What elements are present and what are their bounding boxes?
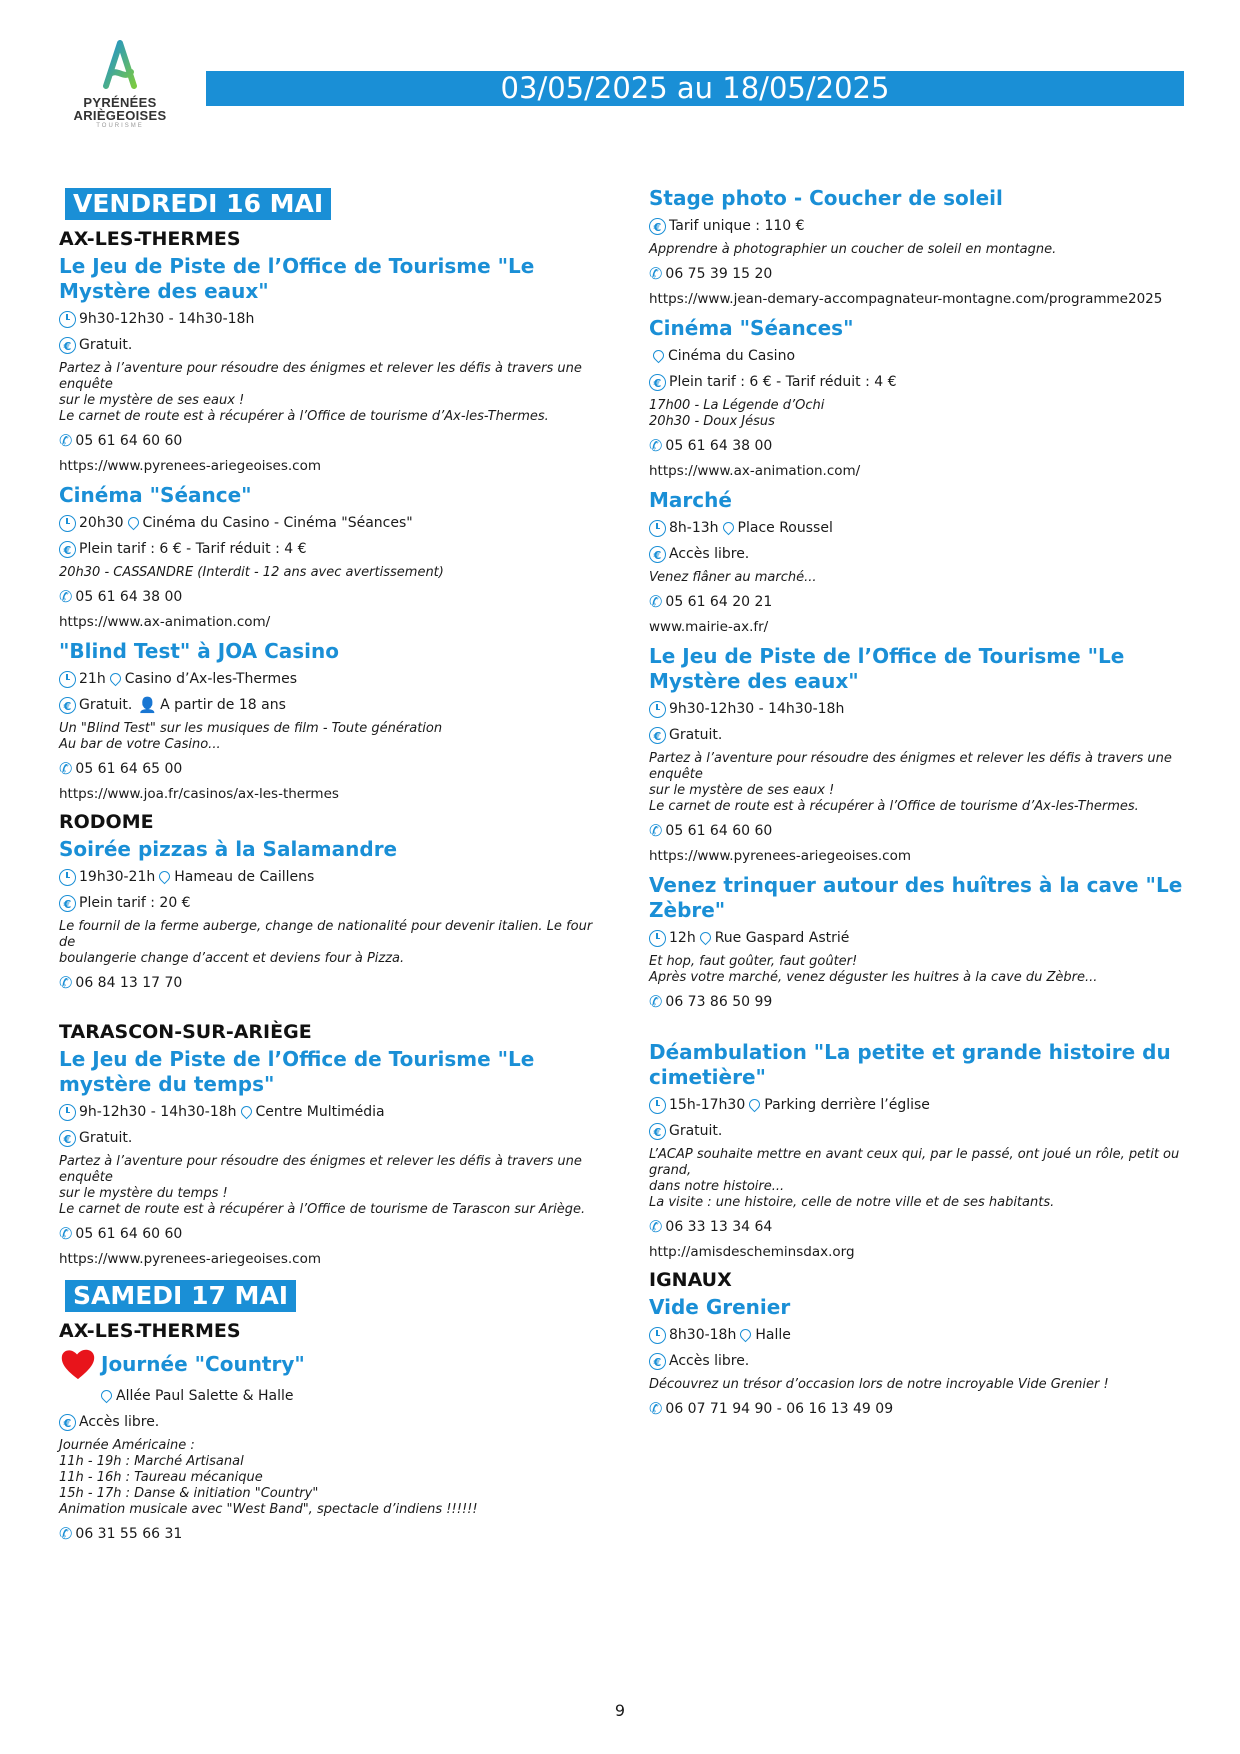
event-phone: 06 73 86 50 99	[665, 994, 773, 1010]
event-link[interactable]: https://www.joa.fr/casinos/ax-les-thermes	[59, 786, 339, 802]
town-heading: AX-LES-THERMES	[59, 228, 241, 250]
event	[649, 1040, 1189, 1261]
event-phone: 05 61 64 60 60	[75, 433, 183, 449]
event-title: Venez trinquer autour des huîtres à la cave "Le Zèbre"	[649, 873, 1183, 922]
phone-icon: ✆	[649, 264, 663, 283]
event-link[interactable]: https://www.ax-animation.com/	[649, 463, 861, 479]
event-time: 8h-13h	[669, 520, 719, 536]
event-link[interactable]: https://www.pyrenees-ariegeoises.com	[59, 1251, 322, 1267]
event	[649, 644, 1189, 865]
clock-icon	[59, 869, 76, 886]
event	[59, 254, 609, 475]
event-price: Gratuit.	[669, 1123, 723, 1139]
event-title: Le Jeu de Piste de l’Office de Tourisme "Le Mystère des eaux"	[649, 644, 1125, 693]
event-title: Cinéma "Séances"	[649, 316, 854, 340]
euro-icon: €	[649, 218, 666, 235]
event-description: Partez à l’aventure pour résoudre des énigmes et relever les défis à travers une enquête sur le mystère de ses eaux ! Le carnet de route est à récupérer à l’Office de tourisme d’Ax-les-Thermes.	[59, 361, 582, 424]
euro-icon: €	[59, 895, 76, 912]
event	[649, 873, 1189, 1012]
event	[649, 186, 1189, 308]
clock-icon	[59, 1104, 76, 1121]
event-description: Un "Blind Test" sur les musiques de film - Toute génération Au bar de votre Casino...	[59, 721, 443, 752]
town-heading: TARASCON-SUR-ARIÈGE	[59, 1021, 312, 1043]
euro-icon: €	[649, 727, 666, 744]
euro-icon: €	[59, 1130, 76, 1147]
event	[59, 483, 609, 631]
event	[649, 1295, 1189, 1419]
town-heading: IGNAUX	[649, 1269, 732, 1291]
event-time: 21h	[79, 671, 106, 687]
event-price: Gratuit.	[79, 1130, 133, 1146]
event-description: Partez à l’aventure pour résoudre des énigmes et relever les défis à travers une enquête sur le mystère de ses eaux ! Le carnet de route est à récupérer à l’Office de tourisme d’Ax-les-Thermes.	[649, 751, 1172, 814]
event-price: Plein tarif : 6 € - Tarif réduit : 4 €	[79, 541, 307, 557]
event-link[interactable]: https://www.pyrenees-ariegeoises.com	[59, 458, 322, 474]
location-pin-icon	[738, 1326, 754, 1342]
event-link[interactable]: https://www.pyrenees-ariegeoises.com	[649, 848, 912, 864]
clock-icon	[649, 1097, 666, 1114]
phone-icon: ✆	[59, 1524, 73, 1543]
clock-icon	[649, 520, 666, 537]
event-place: Centre Multimédia	[255, 1104, 385, 1120]
event-place: Hameau de Caillens	[174, 869, 315, 885]
event-price: Accès libre.	[669, 1353, 750, 1369]
logo	[70, 40, 170, 129]
event	[59, 1346, 609, 1544]
event-time: 12h	[669, 930, 696, 946]
event-title: Déambulation "La petite et grande histoire du cimetière"	[649, 1040, 1171, 1089]
logo-line1: PYRÉNÉES	[83, 95, 157, 110]
event-time: 15h-17h30	[669, 1097, 746, 1113]
event	[59, 639, 609, 803]
event-time: 9h30-12h30 - 14h30-18h	[669, 701, 845, 717]
day-heading: SAMEDI 17 MAI	[65, 1280, 296, 1312]
location-pin-icon	[651, 347, 667, 363]
event-description: Journée Américaine : 11h - 19h : Marché Artisanal 11h - 16h : Taureau mécanique 15h - 17h : Danse & initiation "Country" Animation musicale avec "West Band", spectacle d’indiens !!!!!!	[59, 1438, 478, 1517]
event-description: Et hop, faut goûter, faut goûter! Après votre marché, venez déguster les huitres à la cave du Zèbre...	[649, 954, 1098, 985]
event-price: Gratuit.	[79, 697, 133, 713]
clock-icon	[59, 515, 76, 532]
heart-icon	[59, 1346, 97, 1382]
event	[649, 488, 1189, 636]
euro-icon: €	[59, 1414, 76, 1431]
location-pin-icon	[747, 1096, 763, 1112]
clock-icon	[649, 930, 666, 947]
euro-icon: €	[649, 374, 666, 391]
event-description: 17h00 - La Légende d’Ochi 20h30 - Doux Jésus	[649, 398, 825, 429]
event-description: Apprendre à photographier un coucher de soleil en montagne.	[649, 242, 1057, 257]
event-place: Cinéma du Casino	[668, 348, 796, 364]
event-link[interactable]: www.mairie-ax.fr/	[649, 619, 769, 635]
event-price: Tarif unique : 110 €	[669, 218, 805, 234]
event	[649, 316, 1189, 480]
euro-icon: €	[649, 546, 666, 563]
event-phone: 05 61 64 38 00	[665, 438, 773, 454]
location-pin-icon	[157, 868, 173, 884]
phone-icon: ✆	[649, 1217, 663, 1236]
phone-icon: ✆	[649, 992, 663, 1011]
clock-icon	[59, 311, 76, 328]
person-icon: 👤	[138, 696, 158, 714]
event-place: Casino d’Ax-les-Thermes	[124, 671, 298, 687]
event-phone: 06 07 71 94 90 - 06 16 13 49 09	[665, 1401, 894, 1417]
event-title: "Blind Test" à JOA Casino	[59, 639, 340, 663]
event-place: Place Roussel	[737, 520, 833, 536]
event-title: Stage photo - Coucher de soleil	[649, 186, 1003, 210]
event-link[interactable]: https://www.ax-animation.com/	[59, 614, 271, 630]
location-pin-icon	[720, 519, 736, 535]
euro-icon: €	[649, 1123, 666, 1140]
phone-icon: ✆	[59, 759, 73, 778]
phone-icon: ✆	[649, 1399, 663, 1418]
logo-line3: TOURISME	[96, 123, 144, 129]
event	[59, 1047, 609, 1268]
event-phone: 05 61 64 38 00	[75, 589, 183, 605]
phone-icon: ✆	[59, 1224, 73, 1243]
event-place: Rue Gaspard Astrié	[714, 930, 850, 946]
event-place: Parking derrière l’église	[764, 1097, 930, 1113]
location-pin-icon	[125, 514, 141, 530]
clock-icon	[649, 1327, 666, 1344]
euro-icon: €	[59, 697, 76, 714]
event-price: Gratuit.	[79, 337, 133, 353]
event-description: Partez à l’aventure pour résoudre des énigmes et relever les défis à travers une enquête sur le mystère du temps ! Le carnet de route est à récupérer à l’Office de tourisme de Tarascon sur Ariège.	[59, 1154, 586, 1217]
location-pin-icon	[107, 670, 123, 686]
phone-icon: ✆	[59, 587, 73, 606]
event-description: L’ACAP souhaite mettre en avant ceux qui, par le passé, ont joué un rôle, petit ou grand, dans notre histoire... La visite : une histoire, celle de notre ville et de ses habitants.	[649, 1147, 1180, 1210]
phone-icon: ✆	[649, 821, 663, 840]
event-time: 9h30-12h30 - 14h30-18h	[79, 311, 255, 327]
event-title: Soirée pizzas à la Salamandre	[59, 837, 398, 861]
event-description: 20h30 - CASSANDRE (Interdit - 12 ans avec avertissement)	[59, 565, 444, 580]
euro-icon: €	[59, 541, 76, 558]
phone-icon: ✆	[59, 431, 73, 450]
euro-icon: €	[649, 1353, 666, 1370]
event-description: Venez flâner au marché...	[649, 570, 817, 585]
event-title: Le Jeu de Piste de l’Office de Tourisme "Le mystère du temps"	[59, 1047, 535, 1096]
phone-icon: ✆	[649, 592, 663, 611]
event-phone: 06 75 39 15 20	[665, 266, 773, 282]
clock-icon	[59, 671, 76, 688]
event-place: Allée Paul Salette & Halle	[116, 1388, 294, 1404]
event-phone: 06 33 13 34 64	[665, 1219, 773, 1235]
phone-icon: ✆	[649, 436, 663, 455]
event-title: Le Jeu de Piste de l’Office de Tourisme "Le Mystère des eaux"	[59, 254, 535, 303]
event-phone: 06 31 55 66 31	[75, 1526, 183, 1542]
event-link[interactable]: http://amisdescheminsdax.org	[649, 1244, 855, 1260]
euro-icon: €	[59, 337, 76, 354]
event-price: Accès libre.	[669, 546, 750, 562]
logo-mark-icon	[98, 40, 142, 92]
event-price: Gratuit.	[669, 727, 723, 743]
event-title: Marché	[649, 488, 732, 512]
event-place: Cinéma du Casino - Cinéma "Séances"	[142, 515, 413, 531]
event-title: Cinéma "Séance"	[59, 483, 252, 507]
event-time: 8h30-18h	[669, 1327, 737, 1343]
event	[59, 837, 609, 993]
location-pin-icon	[697, 929, 713, 945]
right-column	[649, 184, 1189, 1425]
event-title: Vide Grenier	[649, 1295, 791, 1319]
event-price: Plein tarif : 6 € - Tarif réduit : 4 €	[669, 374, 897, 390]
event-time: 19h30-21h	[79, 869, 156, 885]
event-price: Accès libre.	[79, 1414, 160, 1430]
event-description: Découvrez un trésor d’occasion lors de notre incroyable Vide Grenier !	[649, 1377, 1109, 1392]
date-banner: 03/05/2025 au 18/05/2025	[206, 71, 1184, 106]
page-number: 9	[614, 1701, 626, 1720]
phone-icon: ✆	[59, 973, 73, 992]
event-place: Halle	[755, 1327, 791, 1343]
event-time: 20h30	[79, 515, 124, 531]
event-link[interactable]: https://www.jean-demary-accompagnateur-montagne.com/programme2025	[649, 291, 1163, 307]
event-phone: 05 61 64 60 60	[75, 1226, 183, 1242]
event-age: A partir de 18 ans	[160, 697, 286, 713]
logo-line2: ARIÈGEOISES	[73, 108, 167, 123]
event-description: Le fournil de la ferme auberge, change de nationalité pour devenir italien. Le four de boulangerie change d’accent et deviens four à Pizza.	[59, 919, 593, 966]
event-time: 9h-12h30 - 14h30-18h	[79, 1104, 237, 1120]
event-phone: 05 61 64 20 21	[665, 594, 773, 610]
town-heading: RODOME	[59, 811, 154, 833]
location-pin-icon	[238, 1103, 254, 1119]
event-title: Journée "Country"	[101, 1352, 305, 1376]
clock-icon	[649, 701, 666, 718]
left-column	[59, 184, 609, 1550]
town-heading: AX-LES-THERMES	[59, 1320, 241, 1342]
location-pin-icon	[99, 1387, 115, 1403]
day-heading: VENDREDI 16 MAI	[65, 188, 331, 220]
event-phone: 06 84 13 17 70	[75, 975, 183, 991]
event-price: Plein tarif : 20 €	[79, 895, 191, 911]
event-phone: 05 61 64 65 00	[75, 761, 183, 777]
event-phone: 05 61 64 60 60	[665, 823, 773, 839]
